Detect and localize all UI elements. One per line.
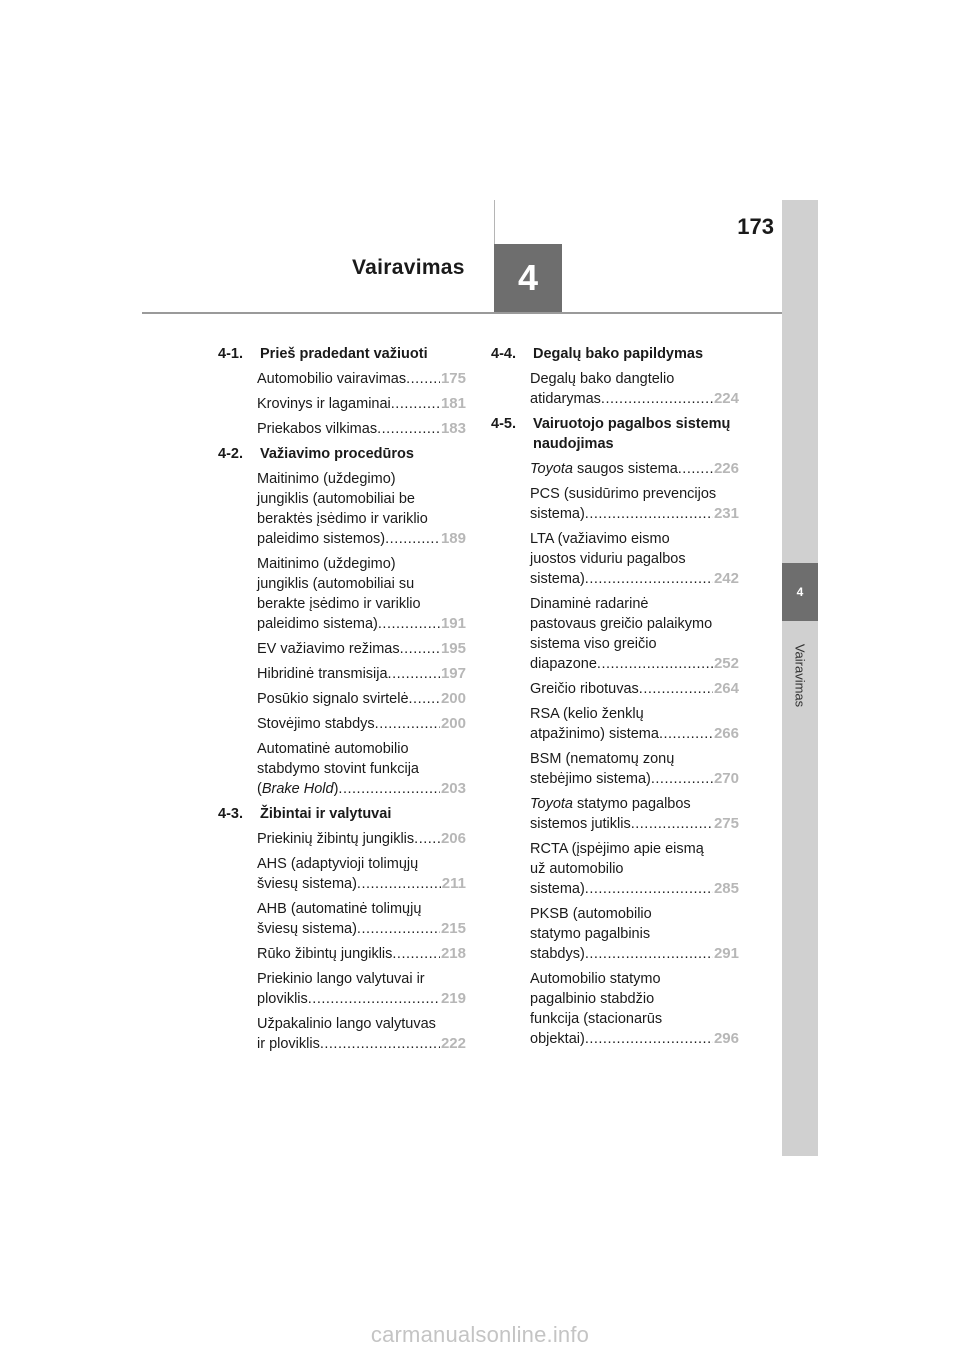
dot-leader (585, 879, 713, 899)
toc-entry-text: juostos viduriu pagalbos (530, 551, 686, 567)
dot-leader (639, 679, 713, 699)
dot-leader (585, 569, 713, 589)
toc-entry-text: stabdys) (530, 946, 585, 962)
dot-leader (631, 814, 713, 834)
toc-entry[interactable] (257, 664, 466, 684)
toc-page-number[interactable]: 191 (440, 615, 466, 632)
toc-page-number[interactable]: 189 (440, 530, 466, 547)
toc-section-number: 4-5. (491, 416, 516, 432)
toc-entry-text: Krovinys ir lagaminai (257, 396, 391, 412)
toc-entry-line (530, 529, 739, 549)
dot-leader (388, 664, 440, 684)
toc-entry-text: RSA (kelio ženklų (530, 706, 644, 722)
toc-entry-line (530, 459, 739, 479)
toc-section-heading (218, 804, 466, 824)
toc-entry-text: (Brake Hold) (257, 781, 339, 797)
toc-entry-line (530, 484, 739, 504)
toc-page-number[interactable]: 270 (713, 770, 739, 787)
toc-entry-line (530, 904, 739, 924)
chapter-title: Vairavimas (352, 256, 465, 279)
toc-entry-line (257, 944, 466, 964)
toc-entry-line (257, 639, 466, 659)
toc-entry-text: BSM (nematomų zonų (530, 751, 675, 767)
brand-name: Toyota (530, 461, 573, 477)
toc-entry[interactable] (257, 1014, 466, 1054)
toc-entry[interactable] (257, 829, 466, 849)
toc-entry-text: sistema viso greičio (530, 636, 657, 652)
toc-section-title: Degalų bako papildymas (533, 346, 704, 362)
toc-entry[interactable] (530, 369, 739, 409)
toc-entry-line (257, 854, 466, 874)
toc-entry[interactable] (257, 969, 466, 1009)
toc-entry[interactable] (530, 594, 739, 674)
toc-entry-text: sistema) (530, 506, 585, 522)
toc-entry-line (257, 779, 466, 799)
toc-entry-line (257, 574, 466, 594)
dot-leader (385, 529, 440, 549)
toc-page-number[interactable]: 224 (713, 390, 739, 407)
toc-entry-text: stebėjimo sistema) (530, 771, 651, 787)
toc-entry-text: pagalbinio stabdžio (530, 991, 655, 1007)
brand-name: Toyota (530, 796, 573, 812)
toc-entry-line (530, 969, 739, 989)
toc-entry[interactable] (257, 899, 466, 939)
toc-entry-text: funkcija (stacionarūs (530, 1011, 663, 1027)
dot-leader (678, 459, 713, 479)
toc-entry-line (530, 389, 739, 409)
toc-entry-line (530, 614, 739, 634)
toc-page-number[interactable]: 252 (713, 655, 739, 672)
dot-leader (392, 944, 440, 964)
toc-left-column (218, 344, 466, 1059)
toc-page-number[interactable]: 206 (440, 830, 466, 847)
toc-entry[interactable] (530, 904, 739, 964)
dot-leader (391, 394, 440, 414)
toc-entry-text: Maitinimo (uždegimo) (257, 556, 396, 572)
toc-entry[interactable] (257, 469, 466, 549)
toc-entry-text: EV važiavimo režimas (257, 641, 400, 657)
toc-entry-text: jungiklis (automobiliai be (257, 491, 415, 507)
toc-entry[interactable] (530, 749, 739, 789)
toc-page-number[interactable]: 264 (713, 680, 739, 697)
toc-entry-text: Degalų bako dangtelio (530, 371, 675, 387)
toc-entry-line (257, 759, 466, 779)
toc-entry-line (257, 899, 466, 919)
toc-page-number[interactable]: 285 (713, 880, 739, 897)
side-tab-label: Vairavimas (792, 643, 808, 708)
toc-entry-line (257, 369, 466, 389)
toc-page-number[interactable]: 200 (440, 690, 466, 707)
dot-leader (357, 874, 441, 894)
toc-page-number[interactable]: 181 (440, 395, 466, 412)
dot-leader (585, 1029, 713, 1049)
toc-entry-line (257, 469, 466, 489)
toc-entry-text: diapazone (530, 656, 597, 672)
toc-entry[interactable] (530, 839, 739, 899)
dot-leader (409, 689, 440, 709)
toc-entry-text: sistema) (530, 881, 585, 897)
toc-entry-text: berakte įsėdimo ir variklio (257, 596, 421, 612)
toc-entry-line (257, 529, 466, 549)
toc-entry-text: Priekabos vilkimas (257, 421, 378, 437)
chapter-number-box: 4 (494, 244, 562, 312)
toc-entry-line (530, 879, 739, 899)
toc-entry-text: už automobilio (530, 861, 624, 877)
toc-entry-text: Dinaminė radarinė (530, 596, 649, 612)
dot-leader (406, 369, 440, 389)
toc-entry[interactable] (530, 484, 739, 524)
toc-entry-line (530, 1029, 739, 1049)
dot-leader (597, 654, 713, 674)
dot-leader (357, 919, 440, 939)
toc-entry[interactable] (257, 554, 466, 634)
toc-entry[interactable] (530, 529, 739, 589)
toc-entry-line (257, 509, 466, 529)
toc-entry-line (530, 654, 739, 674)
toc-entry-text: Užpakalinio lango valytuvas (257, 1016, 436, 1032)
footer-watermark: carmanualsonline.info (370, 1322, 590, 1347)
toc-entry[interactable] (257, 369, 466, 389)
toc-entry-text: paleidimo sistemos) (257, 531, 386, 547)
toc-page-number[interactable]: 296 (713, 1030, 739, 1047)
toc-entry[interactable] (257, 639, 466, 659)
toc-section-title: Važiavimo procedūros (260, 446, 414, 462)
toc-entry-text: AHB (automatinė tolimųjų (257, 901, 422, 917)
dot-leader (585, 944, 713, 964)
dot-leader (378, 614, 440, 634)
toc-entry-line (530, 679, 739, 699)
toc-entry[interactable] (257, 689, 466, 709)
toc-entry-line (257, 689, 466, 709)
toc-entry-text: atidarymas (530, 391, 601, 407)
dot-leader (400, 639, 440, 659)
side-tab-active[interactable]: 4 (782, 563, 818, 621)
toc-entry-text: sistema) (530, 571, 585, 587)
toc-entry-text: šviesų sistema) (257, 876, 357, 892)
dot-leader (375, 714, 440, 734)
dot-leader (601, 389, 713, 409)
toc-entry-line (257, 594, 466, 614)
toc-entry[interactable] (530, 794, 739, 834)
toc-entry[interactable] (257, 739, 466, 799)
toc-entry-line (530, 569, 739, 589)
toc-entry-text: AHS (adaptyvioji tolimųjų (257, 856, 419, 872)
toc-entry-line (257, 919, 466, 939)
dot-leader (651, 769, 713, 789)
toc-page-number[interactable]: 195 (440, 640, 466, 657)
toc-entry-line (530, 724, 739, 744)
dot-leader (377, 419, 440, 439)
toc-page-number[interactable]: 222 (440, 1035, 466, 1052)
toc-entry-line (257, 1014, 466, 1034)
toc-entry-line (530, 839, 739, 859)
toc-entry-text: Greičio ribotuvas (530, 681, 639, 697)
toc-page-number[interactable]: 266 (713, 725, 739, 742)
toc-entry-text: sistemos jutiklis (530, 816, 631, 832)
toc-entry-line (257, 969, 466, 989)
toc-section-title: Prieš pradedant važiuoti (260, 346, 428, 362)
toc-page-number[interactable]: 219 (440, 990, 466, 1007)
toc-entry-line (257, 714, 466, 734)
toc-entry-line (530, 704, 739, 724)
toc-entry-text: statymo pagalbinis (530, 926, 651, 942)
toc-entry-text: objektai) (530, 1031, 585, 1047)
toc-section-number: 4-1. (218, 346, 243, 362)
toc-entry[interactable] (530, 704, 739, 744)
toc-page-number[interactable]: 183 (440, 420, 466, 437)
toc-entry-text: PCS (susidūrimo prevencijos (530, 486, 717, 502)
toc-entry[interactable] (257, 944, 466, 964)
toc-page-number[interactable]: 226 (713, 460, 739, 477)
toc-page-number[interactable]: 203 (440, 780, 466, 797)
toc-section-number: 4-2. (218, 446, 243, 462)
toc-entry-text: atpažinimo) sistema (530, 726, 659, 742)
dot-leader (308, 989, 440, 1009)
toc-page-number[interactable]: 197 (440, 665, 466, 682)
toc-section-heading (218, 344, 466, 364)
toc-entry-line (257, 739, 466, 759)
toc-entry-text: Hibridinė transmisija (257, 666, 388, 682)
dot-leader (659, 724, 713, 744)
toc-entry-line (257, 989, 466, 1009)
toc-page-number[interactable]: 200 (440, 715, 466, 732)
toc-entry[interactable] (257, 419, 466, 439)
toc-entry-line (257, 394, 466, 414)
toc-entry-line (257, 829, 466, 849)
header-rule (142, 312, 782, 314)
dot-leader (414, 829, 440, 849)
toc-page-number[interactable]: 218 (440, 945, 466, 962)
toc-entry-line (530, 634, 739, 654)
toc-entry-text: pastovaus greičio palaikymo (530, 616, 713, 632)
toc-entry-text: Posūkio signalo svirtelė (257, 691, 409, 707)
toc-page-number[interactable]: 211 (441, 875, 466, 892)
toc-entry-line (530, 549, 739, 569)
toc-entry-line (257, 489, 466, 509)
dot-leader (320, 1034, 440, 1054)
toc-entry-line (257, 664, 466, 684)
toc-entry-text: Stovėjimo stabdys (257, 716, 375, 732)
toc-page-number[interactable]: 291 (713, 945, 739, 962)
toc-entry-text: Automobilio vairavimas (257, 371, 407, 387)
toc-section-number: 4-4. (491, 346, 516, 362)
toc-entry-text: Automatinė automobilio (257, 741, 409, 757)
toc-entry-line (530, 369, 739, 389)
toc-entry-line (530, 924, 739, 944)
toc-entry-line (530, 794, 739, 814)
toc-entry-line (530, 769, 739, 789)
toc-entry-text: Priekinio lango valytuvai ir (257, 971, 425, 987)
toc-section-number: 4-3. (218, 806, 243, 822)
toc-entry-text: ploviklis (257, 991, 308, 1007)
toc-entry-text: Toyota statymo pagalbos (530, 796, 691, 812)
toc-entry-text: Rūko žibintų jungiklis (257, 946, 393, 962)
toc-entry-line (530, 594, 739, 614)
toc-entry-text: LTA (važiavimo eismo (530, 531, 670, 547)
toc-entry-text: RCTA (įspėjimo apie eismą (530, 841, 704, 857)
toc-entry-line (257, 554, 466, 574)
italic-term: Brake Hold (261, 781, 334, 797)
toc-page-number[interactable]: 231 (713, 505, 739, 522)
toc-entry-line (257, 1034, 466, 1054)
dot-leader (585, 504, 713, 524)
toc-entry[interactable] (257, 714, 466, 734)
toc-section-title: Vairuotojo pagalbos sistemų naudojimas (533, 416, 731, 452)
toc-entry-line (257, 419, 466, 439)
toc-entry-line (257, 614, 466, 634)
toc-right-column (491, 344, 739, 1054)
toc-entry[interactable] (530, 969, 739, 1049)
toc-entry-text: ir ploviklis (257, 1036, 320, 1052)
toc-entry-line (530, 504, 739, 524)
toc-entry-text: šviesų sistema) (257, 921, 357, 937)
toc-entry-line (530, 814, 739, 834)
toc-entry-text: Maitinimo (uždegimo) (257, 471, 396, 487)
toc-entry-text: PKSB (automobilio (530, 906, 652, 922)
toc-entry-line (257, 874, 466, 894)
toc-entry-line (530, 859, 739, 879)
toc-page-number[interactable]: 215 (440, 920, 466, 937)
toc-entry-line (530, 749, 739, 769)
toc-entry-text: Toyota saugos sistema (530, 461, 678, 477)
toc-section-title: Žibintai ir valytuvai (260, 806, 392, 822)
toc-page-number[interactable]: 275 (713, 815, 739, 832)
toc-entry-line (530, 989, 739, 1009)
toc-entry-line (530, 944, 739, 964)
toc-entry[interactable] (530, 679, 739, 699)
toc-entry-text: stabdymo stovint funkcija (257, 761, 419, 777)
toc-section-heading (218, 444, 466, 464)
toc-entry[interactable] (257, 854, 466, 894)
toc-entry-text: beraktės įsėdimo ir variklio (257, 511, 428, 527)
page-number: 173 (737, 214, 774, 239)
dot-leader (338, 779, 440, 799)
toc-entry-text: Priekinių žibintų jungiklis (257, 831, 415, 847)
toc-section-heading (491, 414, 739, 454)
toc-page-number[interactable]: 175 (440, 370, 466, 387)
toc-entry-text: jungiklis (automobiliai su (257, 576, 415, 592)
toc-entry-text: Automobilio statymo (530, 971, 661, 987)
toc-entry[interactable] (530, 459, 739, 479)
toc-entry[interactable] (257, 394, 466, 414)
toc-entry-text: paleidimo sistema) (257, 616, 378, 632)
toc-entry-line (530, 1009, 739, 1029)
toc-page-number[interactable]: 242 (713, 570, 739, 587)
toc-section-heading (491, 344, 739, 364)
